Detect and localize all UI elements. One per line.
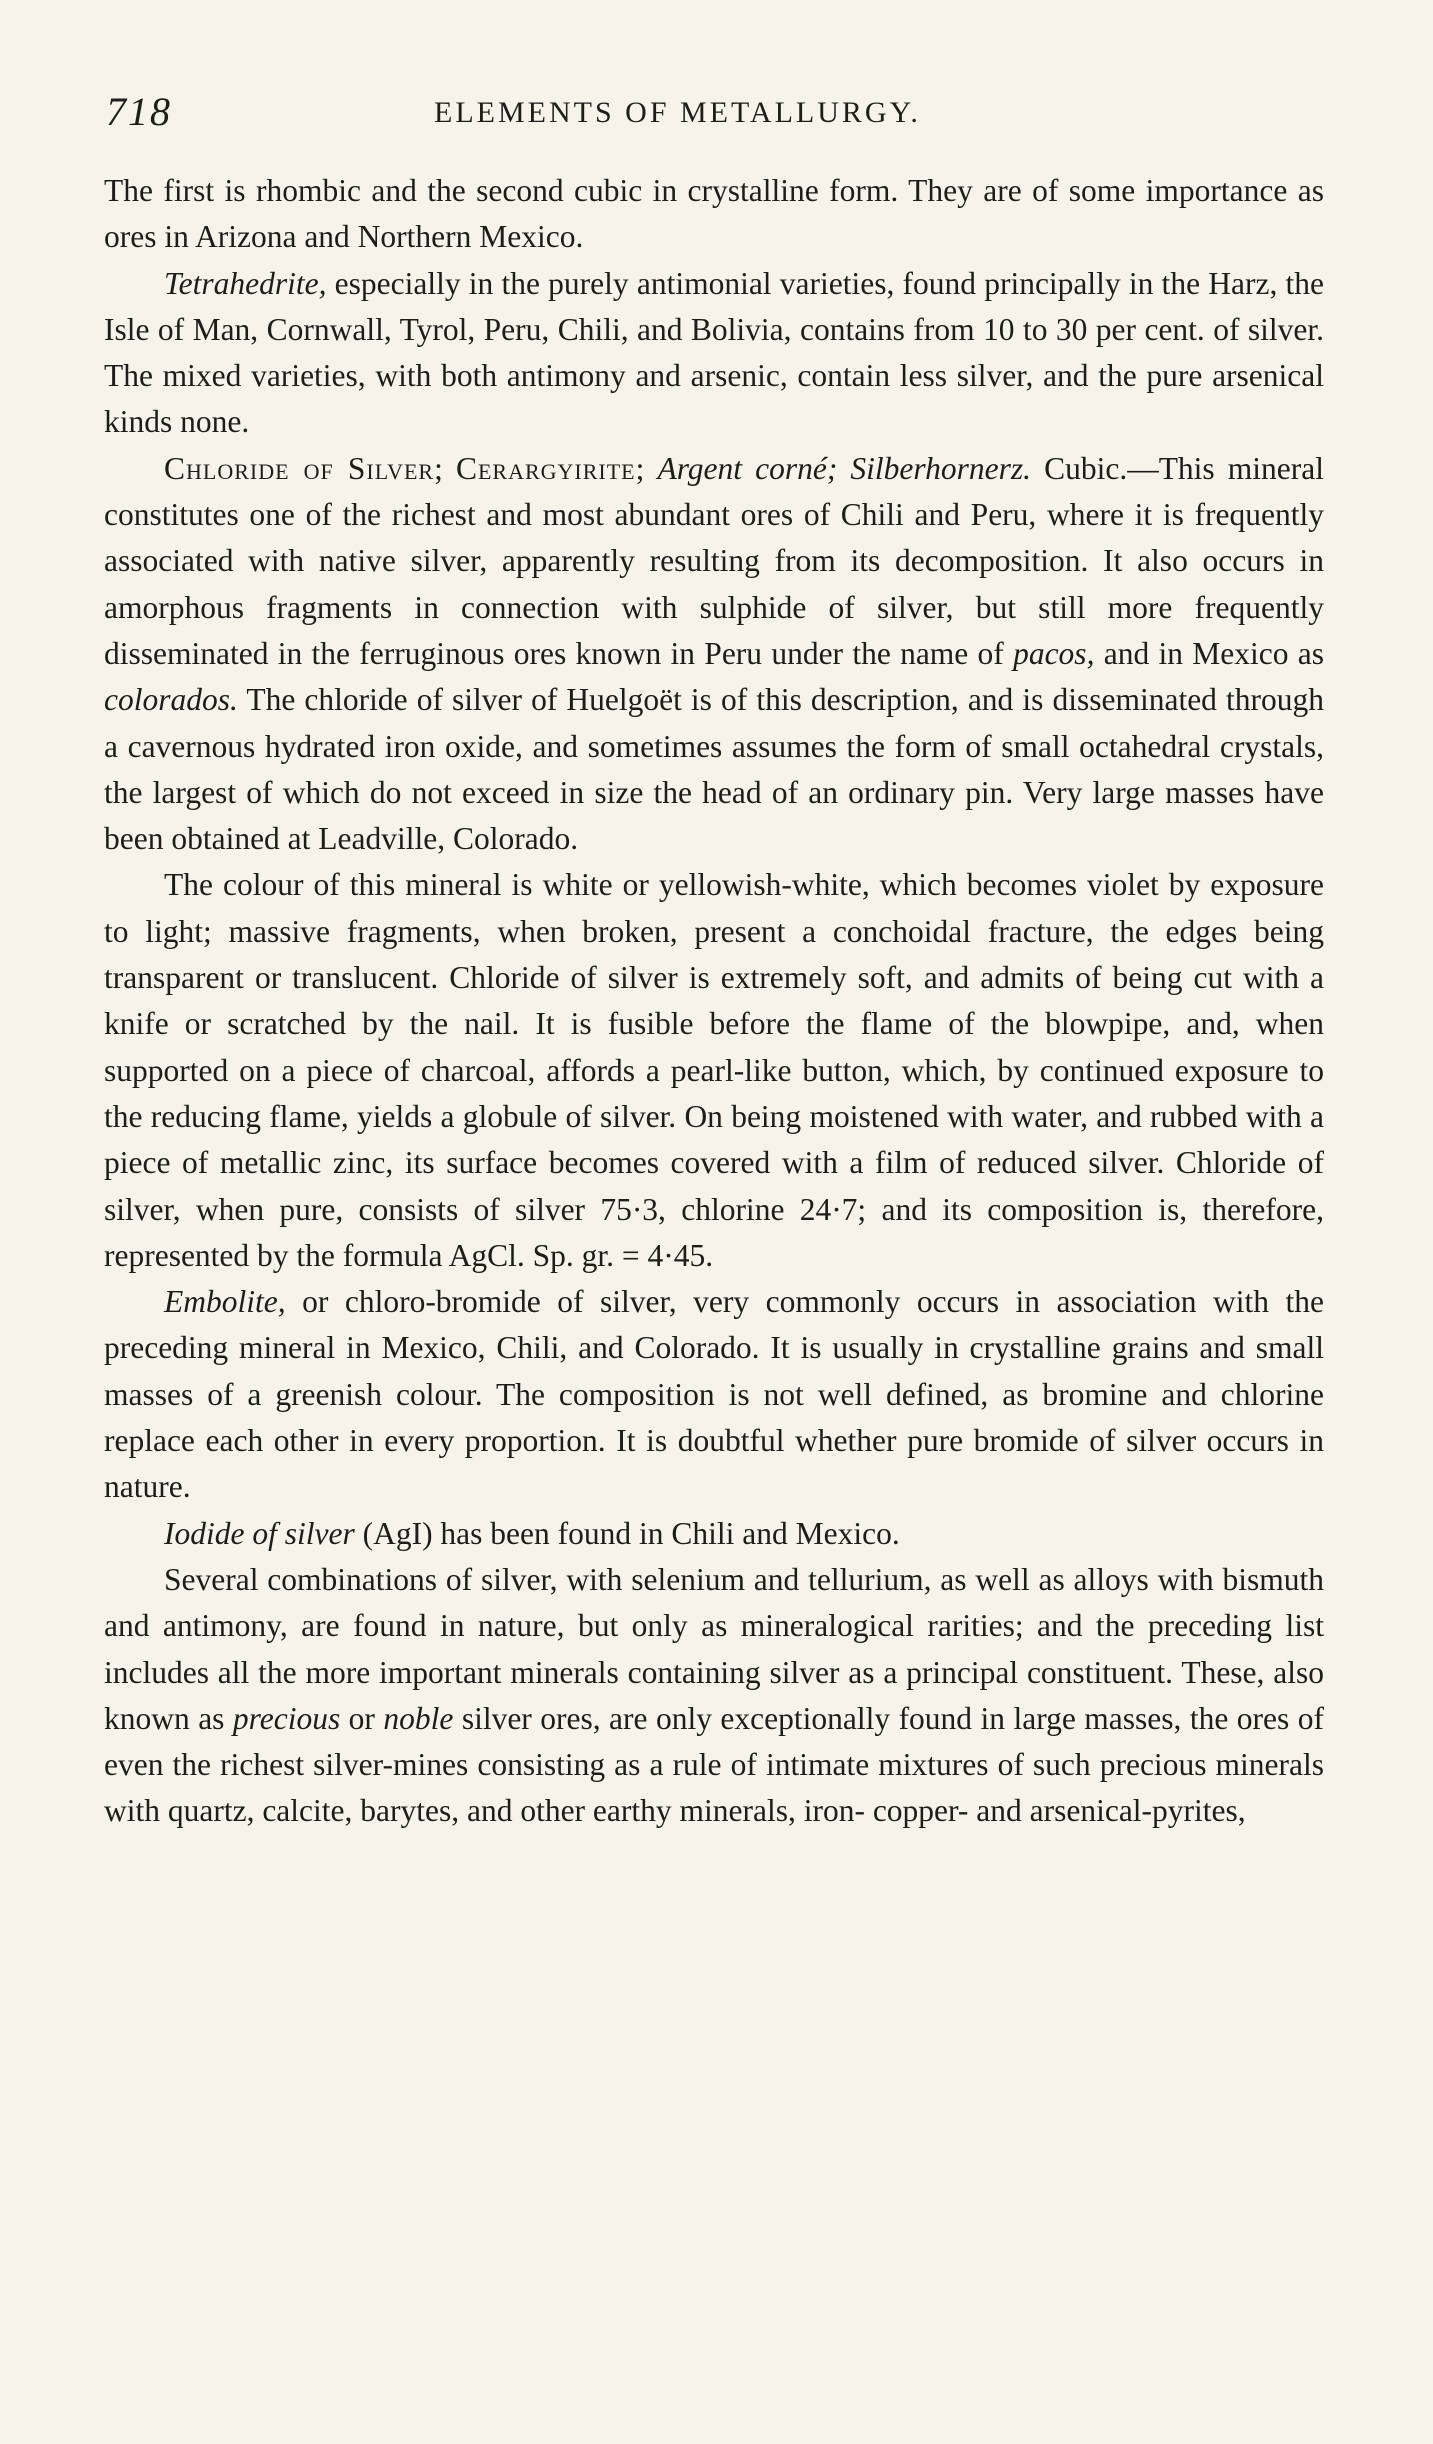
term-colorados: colorados. <box>104 682 238 718</box>
heading-cerargyirite: Cerargyirite <box>455 450 636 486</box>
heading-separator: ; <box>635 450 658 486</box>
term-iodide-of-silver: Iodide of silver <box>164 1515 355 1551</box>
page-number: 718 <box>106 89 172 134</box>
paragraph-embolite <box>104 1279 1324 1510</box>
paragraph-several-combinations <box>104 1557 1324 1835</box>
paragraph-rhombic-cubic <box>104 168 1324 261</box>
paragraph-colour-of-mineral <box>104 862 1324 1279</box>
term-precious: precious <box>232 1700 341 1736</box>
term-tetrahedrite: Tetrahedrite, <box>164 265 327 301</box>
paragraph-tetrahedrite <box>104 261 1324 446</box>
paragraph-text: The chloride of silver of Huelgoët is of this description, and is disseminated through a cavernous hydrated iron oxide, and sometimes assumes the form of small octahedral crystals, the largest of which do not exceed in size the head of an ordinary pin. Very large masses have been obtained at Leadville, Colorado. <box>104 682 1324 857</box>
paragraph-text: or chloro-bromide of silver, very commonly occurs in association with the preceding mineral in Mexico, Chili, and Colorado. It is usually in crystalline grains and small masses of a greenish colour. The composition is not well defined, as bromine and chlorine replace each other in every proportion. It is doubtful whether pure bromide of silver occurs in nature. <box>104 1284 1324 1505</box>
term-pacos: pacos, <box>1013 635 1095 671</box>
paragraph-chloride-of-silver <box>104 446 1324 863</box>
paragraph-text: especially in the purely antimonial varieties, found principally in the Harz, the Isle of Man, Cornwall, Tyrol, Peru, Chili, and Bolivia, contains from 10 to 30 per cent. of silver. The mixed varieties, with both antimony and arsenic, contain less silver, and the pure arsenical kinds none. <box>104 265 1324 440</box>
paragraph-text: or <box>340 1700 384 1736</box>
paragraph-text: and in Mexico as <box>1094 635 1324 671</box>
paragraph-text: The colour of this mineral is white or yellowish-white, which becomes violet by exposure to light; massive fragments, when broken, present a conchoidal fracture, the edges being transparent or translucent. Chloride of silver is extremely soft, and admits of being cut with a knife or scratched by the nail. It is fusible before the flame of the blowpipe, and, when supported on a piece of charcoal, affords a pearl-like button, which, by continued exposure to the reducing flame, yields a globule of silver. On being moistened with water, and rubbed with a piece of metallic zinc, its surface becomes covered with a film of reduced silver. Chloride of silver, when pure, consists of silver 75·3, chlorine 24·7; and its composition is, therefore, represented by the formula AgCl. Sp. gr. = 4·45. <box>104 867 1324 1273</box>
alternate-names: Argent corné; Silberhornerz. <box>657 450 1031 486</box>
page-header <box>104 88 1324 148</box>
heading-separator: ; <box>434 450 456 486</box>
paragraph-text: Cubic.—This mineral constitutes one of the richest and most abundant ores of Chili and Peru, where it is frequently associated with native silver, apparently resulting from its decomposition. It also occurs in amorphous fragments in connection with sulphide of silver, but still more frequently disseminated in the ferruginous ores known in Peru under the name of <box>104 450 1324 671</box>
paragraph-text: Several combinations of silver, with selenium and tellurium, as well as alloys with bismuth and antimony, are found in nature, but only as mineralogical rarities; and the preceding list includes all the more important minerals containing silver as a principal constituent. These, also known as <box>104 1561 1324 1736</box>
book-page <box>104 88 1324 1835</box>
paragraph-text: The first is rhombic and the second cubic in crystalline form. They are of some importance as ores in Arizona and Northern Mexico. <box>104 173 1324 255</box>
heading-chloride-of-silver: Chloride of Silver <box>164 450 435 486</box>
term-noble: noble <box>383 1700 454 1736</box>
running-head: ELEMENTS OF METALLURGY. <box>434 96 921 129</box>
paragraph-text: (AgI) has been found in Chili and Mexico. <box>354 1515 900 1551</box>
paragraph-iodide-of-silver <box>104 1511 1324 1557</box>
paragraph-text: silver ores, are only exceptionally found in large masses, the ores of even the richest silver-mines consisting as a rule of intimate mixtures of such precious minerals with quartz, calcite, barytes, and other earthy minerals, iron- copper- and arsenical-pyrites, <box>104 1700 1324 1829</box>
term-embolite: Embolite, <box>164 1284 286 1320</box>
